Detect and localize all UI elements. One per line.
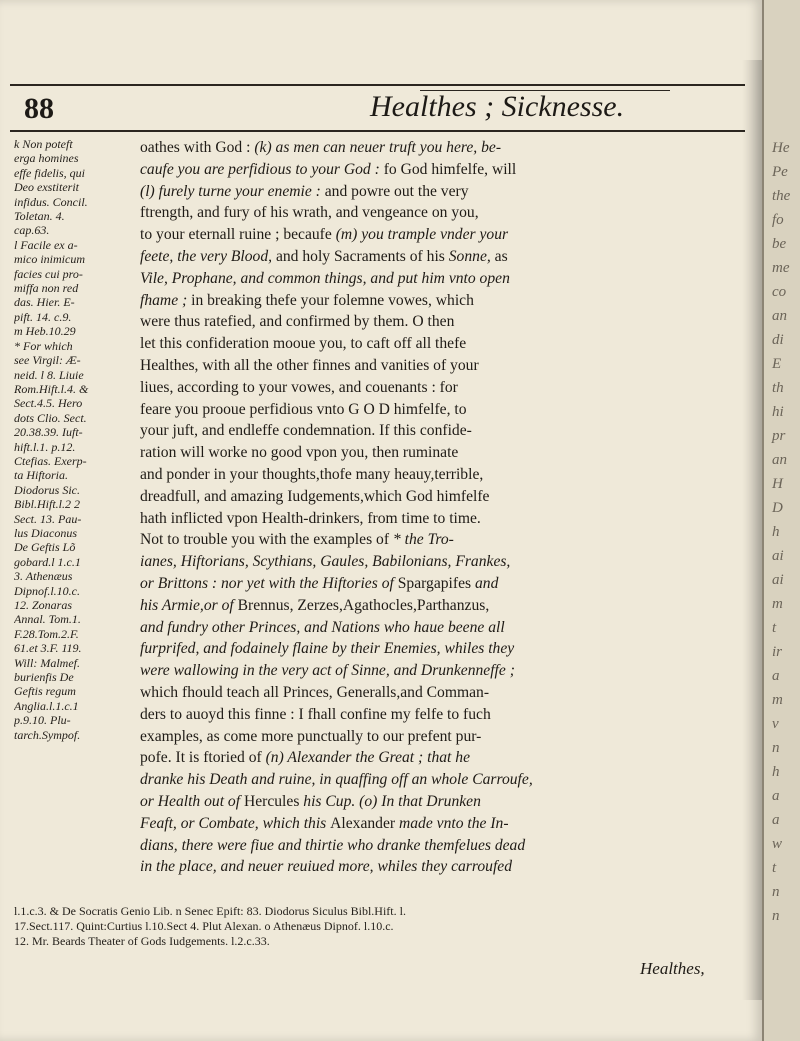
margin-note-line: 20.38.39. Iuft-: [14, 425, 83, 440]
margin-note-line: ta Hiftoria.: [14, 468, 69, 483]
facing-page-fragment: a: [772, 812, 780, 828]
margin-note-line: facies cui pro-: [14, 266, 83, 281]
text-line: [140, 181, 745, 203]
header-rule: [10, 130, 745, 132]
facing-page-edge: [762, 0, 800, 1041]
facing-page-fragment: w: [772, 836, 783, 852]
footnotes: [14, 904, 749, 950]
text-run: ftrength, and fury of his wrath, and vengeance on you,: [140, 204, 479, 222]
text-line: [140, 377, 745, 399]
text-line: [140, 159, 745, 181]
margin-note-line: De Geftis Lõ: [14, 540, 76, 555]
margin-note-line: dots Clio. Sect.: [14, 410, 87, 425]
facing-page-fragment: an: [772, 308, 787, 324]
text-run: or Brittons : nor yet with the Hiftories of: [140, 574, 398, 592]
footnote-line: 17.Sect.117. Quint:Curtius l.10.Sect 4. Plut Alexan. o Athenæus Dipnof. l.10.c.: [14, 919, 394, 934]
facing-page-fragment: ai: [772, 548, 784, 564]
top-rule: [10, 84, 745, 86]
facing-page-fragment: fo: [772, 212, 784, 228]
facing-page-fragment: Pe: [772, 164, 788, 180]
facing-page-fragment: E: [772, 356, 782, 372]
margin-note-line: Diodorus Sic.: [14, 482, 80, 497]
margin-note-line: pift. 14. c.9.: [14, 309, 72, 324]
text-line: [140, 486, 745, 508]
margin-note-line: Toletan. 4.: [14, 209, 65, 224]
facing-page-fragment: me: [772, 260, 790, 276]
text-line: [140, 551, 745, 573]
facing-page-fragment: n: [772, 884, 780, 900]
margin-note-line: burienfis De: [14, 670, 74, 685]
text-run: your juft, and endleffe condemnation. If this confide-: [140, 422, 472, 440]
facing-page-fragment: the: [772, 188, 791, 204]
text-run: Vile, Prophane, and common things, and put him vnto open: [140, 269, 510, 287]
text-run: furprifed, and fodainely flaine by their Enemies, whiles they: [140, 640, 515, 658]
text-line: [140, 529, 745, 551]
text-run: and powre out the very: [324, 182, 469, 200]
text-line: [140, 333, 745, 355]
text-run: hath inflicted vpon Health-drinkers, from time to time.: [140, 509, 481, 527]
text-run: fhame ;: [140, 291, 192, 309]
text-run: Not to trouble you with the examples of: [140, 531, 393, 549]
text-line: [140, 726, 745, 748]
text-run: made vnto the In-: [399, 814, 509, 832]
facing-page-fragment: an: [772, 452, 787, 468]
text-run: let this confideration mooue you, to caft off all thefe: [140, 335, 467, 353]
margin-note-line: mico inimicum: [14, 252, 85, 267]
facing-page-fragment: m: [772, 692, 783, 708]
margin-note-line: Annal. Tom.1.: [14, 612, 81, 627]
margin-note-line: p.9.10. Plu-: [14, 713, 71, 728]
text-line: [140, 682, 745, 704]
text-line: [140, 595, 745, 617]
text-run: which fhould teach all Princes, Generalls,and Comman-: [140, 683, 490, 701]
text-line: [140, 355, 745, 377]
text-line: [140, 290, 745, 312]
margin-note-line: lus Diaconus: [14, 525, 77, 540]
text-run: Healthes, with all the other finnes and vanities of your: [140, 356, 479, 374]
margin-note-line: hift.l.1. p.12.: [14, 439, 76, 454]
text-run: and ponder in your thoughts,thofe many heauy,terrible,: [140, 465, 484, 483]
text-run: oathes with God :: [140, 139, 255, 156]
facing-page-fragment: co: [772, 284, 787, 300]
facing-page-fragment: h: [772, 524, 780, 540]
facing-page-fragment: th: [772, 380, 784, 396]
margin-note-line: gobard.l 1.c.1: [14, 554, 81, 569]
margin-note-line: infidus. Concil.: [14, 194, 88, 209]
text-line: [140, 246, 745, 268]
text-run: (k) as men can neuer truft you here, be-: [254, 139, 502, 156]
text-line: [140, 791, 745, 813]
text-line: [140, 420, 745, 442]
text-run: Hercules: [243, 792, 304, 810]
text-line: [140, 508, 745, 530]
catchword: Healthes,: [640, 959, 705, 978]
facing-page-fragment: ai: [772, 572, 784, 588]
text-line: [140, 813, 745, 835]
text-run: fo God himfelfe, will: [383, 160, 517, 178]
margin-note-line: Will: Malmef.: [14, 655, 80, 670]
facing-page-fragment: D: [772, 500, 783, 516]
margin-note-line: Anglia.l.1.c.1: [14, 698, 79, 713]
text-run: Alexander: [330, 814, 399, 832]
margin-note-line: Ctefias. Exerp-: [14, 453, 87, 468]
text-line: [140, 137, 745, 159]
margin-note-line: * For which: [14, 338, 73, 353]
margin-note-line: l Facile ex a-: [14, 237, 78, 252]
text-line: [140, 224, 745, 246]
text-run: ration will worke no good vpon you, then ruminate: [140, 444, 459, 462]
text-run: dranke his Death and ruine, in quaffing off an whole Carroufe,: [140, 771, 533, 789]
text-run: feare you prooue perfidious vnto G O D himfelfe, to: [140, 400, 467, 418]
text-line: [140, 747, 745, 769]
margin-note-line: cap.63.: [14, 223, 50, 238]
text-run: and: [474, 574, 499, 592]
text-line: [140, 617, 745, 639]
margin-note-line: Sect.4.5. Hero: [14, 396, 83, 411]
facing-page-fragment: H: [772, 476, 783, 492]
text-run: Feaft, or Combate, which this: [140, 814, 331, 832]
text-run: * the Tro-: [392, 531, 454, 549]
text-run: Spargapifes: [397, 574, 475, 592]
text-run: examples, as come more punctually to our prefent pur-: [140, 727, 482, 745]
text-line: [140, 704, 745, 726]
text-line: [140, 202, 745, 224]
margin-note-line: see Virgil: Æ-: [14, 353, 81, 368]
facing-page-fragment: h: [772, 764, 780, 780]
text-run: to your eternall ruine ; becaufe: [140, 226, 336, 244]
margin-note-line: Bibl.Hift.l.2 2: [14, 497, 80, 512]
text-line: [140, 638, 745, 660]
margin-note-line: tarch.Sympof.: [14, 727, 81, 742]
margin-note-line: Geftis regum: [14, 684, 76, 699]
text-line: [140, 268, 745, 290]
margin-notes: [14, 137, 136, 742]
text-line: [140, 399, 745, 421]
text-run: dreadfull, and amazing Iudgements,which God himfelfe: [140, 487, 490, 505]
text-run: (m) you trample vnder your: [335, 226, 509, 244]
page-gutter-shadow: [742, 60, 762, 1000]
margin-note-line: Deo exstiterit: [14, 180, 79, 195]
text-run: his Armie,or of: [140, 596, 238, 614]
margin-note-line: das. Hier. E-: [14, 295, 75, 310]
facing-page-fragment: m: [772, 596, 783, 612]
text-run: Sonne,: [448, 247, 495, 265]
text-run: or Health out of: [140, 792, 244, 810]
text-line: [140, 856, 745, 878]
text-run: were wallowing in the very act of Sinne, and Drunkenneffe ;: [140, 662, 515, 680]
facing-page-fragment: hi: [772, 404, 784, 420]
text-run: ianes, Hiftorians, Scythians, Gaules, Babilonians, Frankes,: [140, 553, 511, 571]
running-head: Healthes ; Sicknesse.: [370, 90, 625, 123]
text-run: (l) furely turne your enemie :: [140, 182, 325, 200]
facing-page-fragment: pr: [772, 428, 786, 444]
margin-note-line: Rom.Hift.l.4. &: [14, 381, 89, 396]
main-text: [140, 137, 745, 878]
margin-note-line: neid. l 8. Liuie: [14, 367, 84, 382]
text-run: dians, there were fiue and thirtie who dranke themfelues dead: [140, 836, 526, 854]
text-run: feete, the very Blood,: [140, 247, 276, 265]
footnote-line: l.1.c.3. & De Socratis Genio Lib. n Senec Epift: 83. Diodorus Siculus Bibl.Hift. l.: [14, 904, 406, 918]
facing-page-fragment: t: [772, 860, 777, 876]
text-run: were thus ratefied, and confirmed by them. O then: [140, 313, 455, 331]
footnote-line: 12. Mr. Beards Theater of Gods Iudgements. l.2.c.33.: [14, 934, 270, 949]
text-line: [140, 660, 745, 682]
text-run: and fundry other Princes, and Nations who haue beene all: [140, 618, 505, 636]
margin-note-line: 12. Zonaras: [14, 598, 73, 612]
margin-note-line: k Non poteft: [14, 137, 73, 151]
margin-note-line: Sect. 13. Pau-: [14, 511, 82, 526]
page-number: 88: [24, 92, 54, 125]
text-run: in breaking thefe your folemne vowes, which: [191, 291, 474, 309]
margin-note-line: 3. Athenæus: [14, 569, 73, 584]
text-line: [140, 311, 745, 333]
text-line: [140, 769, 745, 791]
facing-page-fragment: a: [772, 668, 780, 684]
margin-note-line: miffa non red: [14, 281, 79, 296]
margin-note-line: 61.et 3.F. 119.: [14, 641, 82, 656]
text-run: Brennus, Zerzes,Agathocles,Parthanzus,: [237, 596, 490, 614]
facing-page-fragment: t: [772, 620, 777, 636]
margin-note-line: m Heb.10.29: [14, 324, 76, 339]
text-run: and holy Sacraments of his: [275, 247, 449, 265]
margin-note-line: erga homines: [14, 151, 79, 166]
text-run: in the place, and neuer reuiued more, whiles they carroufed: [140, 858, 512, 876]
text-line: [140, 835, 745, 857]
text-line: [140, 464, 745, 486]
facing-page-fragment: n: [772, 740, 780, 756]
facing-page-fragment: He: [772, 140, 790, 156]
text-run: (n) Alexander the Great ; that he: [265, 749, 470, 767]
text-run: pofe. It is ftoried of: [140, 749, 266, 767]
margin-note-line: F.28.Tom.2.F.: [14, 626, 79, 641]
facing-page-fragment: n: [772, 908, 780, 924]
margin-note-line: Dipnof.l.10.c.: [14, 583, 80, 598]
text-run: caufe you are perfidious to your God :: [140, 160, 384, 178]
text-run: as: [494, 247, 508, 265]
facing-page-fragment: be: [772, 236, 787, 252]
facing-page-fragment: di: [772, 332, 784, 348]
text-line: [140, 573, 745, 595]
text-run: liues, according to your vowes, and couenants : for: [140, 378, 458, 396]
text-line: [140, 442, 745, 464]
text-run: his Cup. (o) In that Drunken: [303, 792, 481, 810]
facing-page-fragment: ir: [772, 644, 783, 660]
margin-note-line: effe fidelis, qui: [14, 165, 85, 180]
facing-page-fragment: a: [772, 788, 780, 804]
text-run: ders to auoyd this finne : I fhall confine my felfe to fuch: [140, 705, 491, 723]
facing-page-fragment: v: [772, 716, 779, 732]
